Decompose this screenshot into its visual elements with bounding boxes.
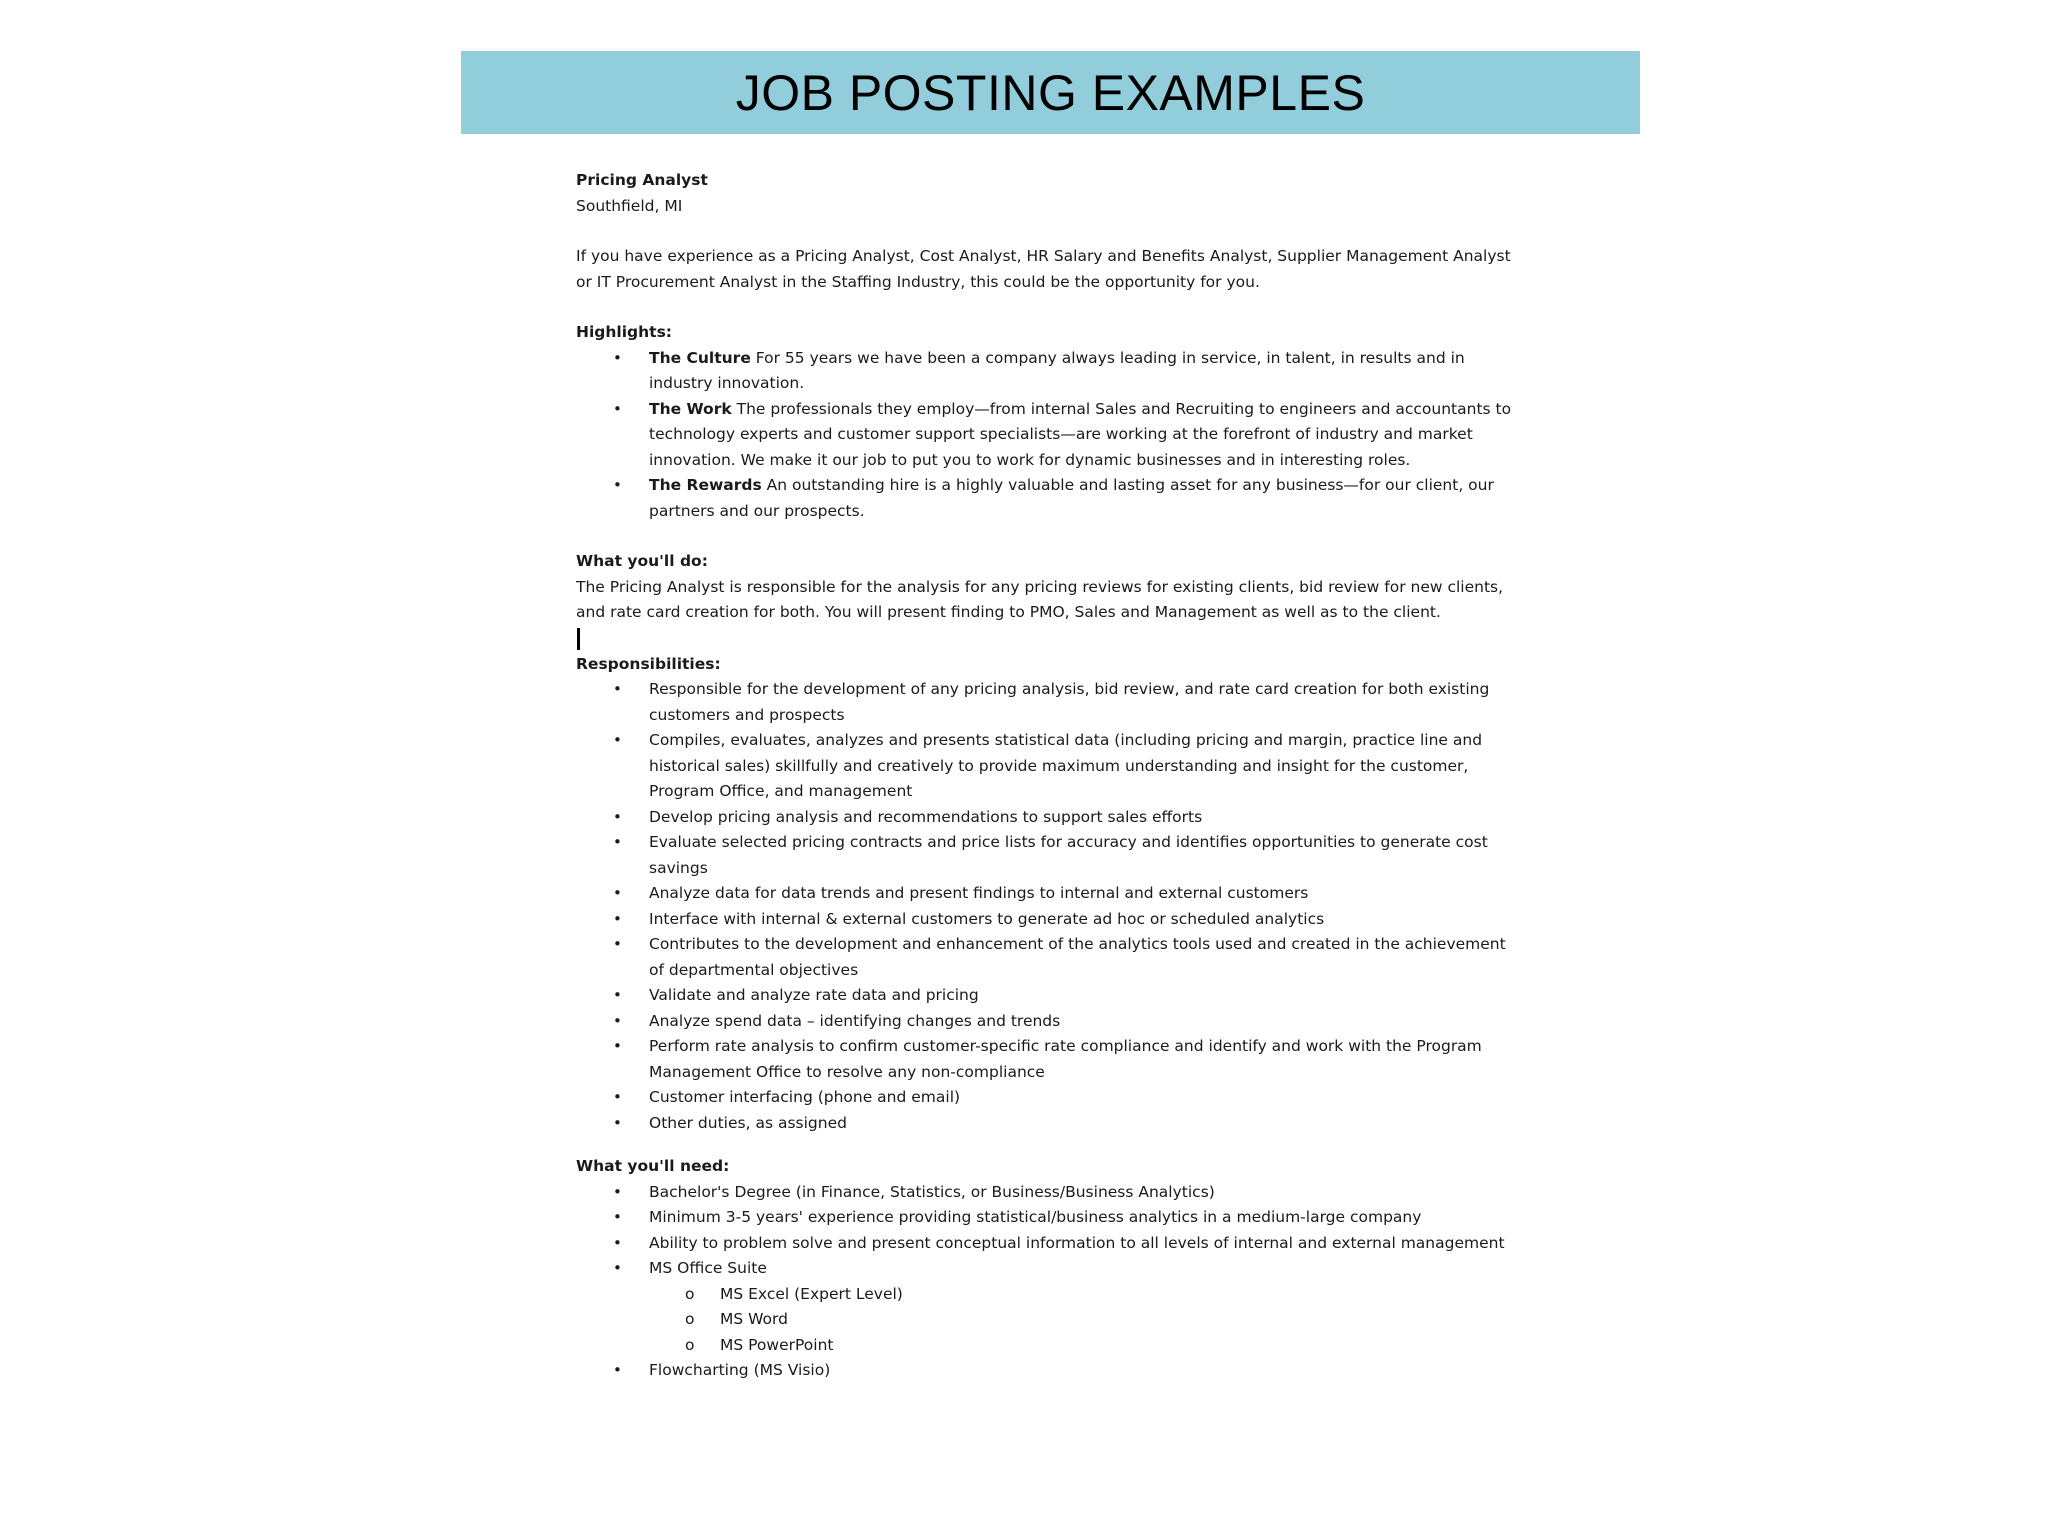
responsibility-item: • Develop pricing analysis and recommendations to support sales efforts	[576, 805, 1516, 831]
responsibility-item: • Customer interfacing (phone and email)	[576, 1085, 1516, 1111]
job-intro: If you have experience as a Pricing Analyst, Cost Analyst, HR Salary and Benefits Analyst, Supplier Management Analyst or IT Procurement Analyst in the Staffing Industry, this could be the opportunity for you.	[576, 247, 1511, 291]
highlights-heading: Highlights:	[576, 323, 673, 341]
responsibility-item: • Interface with internal & external customers to generate ad hoc or scheduled analytics	[576, 907, 1516, 933]
responsibility-item: • Evaluate selected pricing contracts and price lists for accuracy and identifies opportunities to generate cost savings	[576, 830, 1516, 881]
highlight-label: The Work	[649, 399, 732, 418]
job-location: Southfield, MI	[576, 196, 683, 215]
highlight-text: An outstanding hire is a highly valuable and lasting asset for any business—for our client, our partners and our prospects.	[649, 476, 1494, 520]
responsibility-item: • Contributes to the development and enhancement of the analytics tools used and created in the achievement of departmental objectives	[576, 932, 1516, 983]
requirements-list	[576, 1180, 1516, 1384]
text-cursor	[577, 628, 580, 650]
office-suite-subitem: o MS PowerPoint	[649, 1333, 1516, 1359]
responsibility-item: • Analyze spend data – identifying changes and trends	[576, 1009, 1516, 1035]
highlight-label: The Culture	[649, 348, 751, 367]
highlights-list	[576, 346, 1516, 525]
responsibility-item: • Responsible for the development of any pricing analysis, bid review, and rate card creation for both existing customers and prospects	[576, 677, 1516, 728]
what-youll-do-heading: What you'll do:	[576, 552, 708, 570]
responsibility-item: • Compiles, evaluates, analyzes and presents statistical data (including pricing and margin, practice line and historical sales) skillfully and creatively to provide maximum understanding and insight for the customer, Program Office, and management	[576, 728, 1516, 805]
office-suite-label: MS Office Suite	[649, 1259, 767, 1277]
responsibility-item: • Analyze data for data trends and present findings to internal and external customers	[576, 881, 1516, 907]
requirement-item-office-suite	[576, 1256, 1516, 1358]
highlight-item	[576, 397, 1516, 474]
highlight-text: For 55 years we have been a company always leading in service, in talent, in results and in industry innovation.	[649, 348, 1465, 392]
what-youll-do-text: The Pricing Analyst is responsible for the analysis for any pricing reviews for existing clients, bid review for new clients, and rate card creation for both. You will present finding to PMO, Sales and Management as well as to the client.	[576, 577, 1504, 621]
highlight-label: The Rewards	[649, 476, 762, 494]
responsibility-item: • Perform rate analysis to confirm customer-specific rate compliance and identify and work with the Program Management Office to resolve any non-compliance	[576, 1034, 1516, 1085]
highlight-text: The professionals they employ—from internal Sales and Recruiting to engineers and accountants to technology experts and customer support specialists—are working at the forefront of industry and market innovation. We make it our job to put you to work for dynamic businesses and in interesting roles.	[649, 399, 1512, 469]
office-suite-subitem: o MS Word	[649, 1307, 1516, 1333]
requirement-item: • Bachelor's Degree (in Finance, Statistics, or Business/Business Analytics)	[576, 1180, 1516, 1206]
page-title: JOB POSTING EXAMPLES	[735, 64, 1366, 121]
highlight-item	[576, 473, 1516, 524]
responsibilities-list	[576, 677, 1516, 1136]
highlight-item	[576, 346, 1516, 397]
title-banner	[461, 51, 1640, 134]
what-youll-need-heading: What you'll need:	[576, 1157, 730, 1175]
office-suite-sublist	[649, 1282, 1516, 1359]
requirement-item: • Flowcharting (MS Visio)	[576, 1358, 1516, 1384]
responsibility-item: • Validate and analyze rate data and pricing	[576, 983, 1516, 1009]
job-title: Pricing Analyst	[576, 171, 708, 189]
requirement-item: • Minimum 3-5 years' experience providing statistical/business analytics in a medium-large company	[576, 1205, 1516, 1231]
responsibilities-heading: Responsibilities:	[576, 654, 721, 673]
job-posting-document	[576, 168, 1516, 1384]
responsibility-item: • Other duties, as assigned	[576, 1111, 1516, 1137]
requirement-item: • Ability to problem solve and present conceptual information to all levels of internal and external management	[576, 1231, 1516, 1257]
office-suite-subitem: o MS Excel (Expert Level)	[649, 1282, 1516, 1308]
